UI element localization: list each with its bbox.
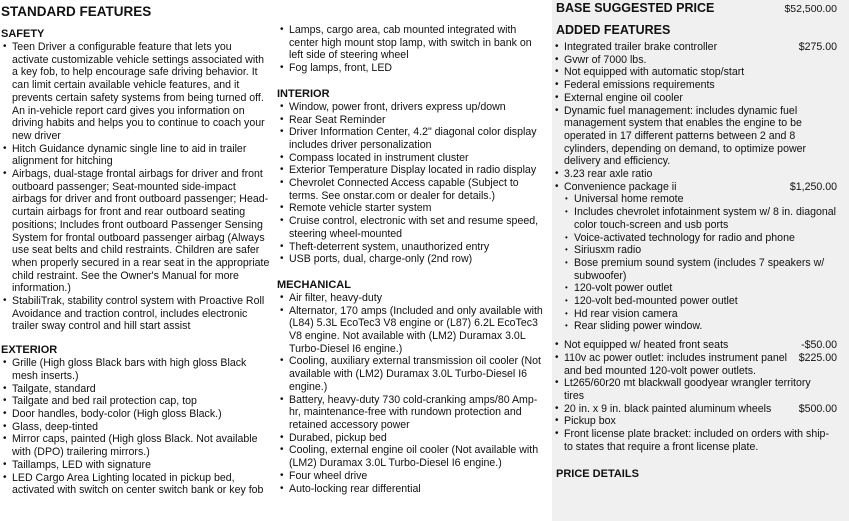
added-feature-item	[552, 79, 837, 92]
added-feature-label: • External engine oil cooler	[564, 91, 683, 104]
feature-item: • Compass located in instrument cluster	[277, 152, 545, 165]
feature-item: • Alternator, 170 amps (Included and only available with (L84) 5.3L EcoTec3 V8 engine or (L87) 6.2L EcoTec3 V8 engine. Not available with (LM2) Duramax 3.0L Turbo-Diesel I6 engine.)	[277, 305, 545, 356]
added-feature-item	[552, 428, 837, 453]
column-pricing	[552, 0, 849, 521]
feature-item: • Glass, deep-tinted	[0, 421, 270, 434]
added-feature-label: • Not equipped w/ heated front seats	[564, 339, 729, 352]
feature-item: • Tailgate and bed rail protection cap, top	[0, 395, 270, 408]
added-feature-item	[552, 339, 837, 352]
added-feature-label: • 20 in. x 9 in. black painted aluminum wheels	[564, 402, 772, 415]
feature-item: • Airbags, dual-stage frontal airbags for driver and front outboard passenger; Seat-mounted side-impact airbags for driver and front outboard passenger; Head-curtain airbags for front and rear outboard seating positions; Includes front outboard Passenger Sensing System for frontal outboard passenger airbag (Always use seat belts and child restraints. Children are safer when properly secured in a rear seat in the appropriate child restraint. See the Owner's Manual for more information.)	[0, 168, 270, 295]
added-feature-label: • 110v ac power outlet: includes instrument panel and bed mounted 120-volt power outlets.	[564, 351, 787, 377]
added-feature-price: $275.00	[798, 41, 837, 53]
added-feature-price	[833, 168, 837, 181]
feature-item: • Mirror caps, painted (High gloss Black. Not available with (DPO) trailering mirrors.)	[0, 433, 270, 458]
feature-item: • Siriusxm radio	[552, 244, 837, 257]
feature-item: • Battery, heavy-duty 730 cold-cranking amps/80 Amp-hr, maintenance-free with rundown protection and retained accessory power	[277, 394, 545, 432]
added-feature-item	[552, 105, 837, 169]
added-feature-item	[552, 41, 837, 54]
added-feature-label: • 3.23 rear axle ratio	[564, 168, 653, 181]
feature-item: • Durabed, pickup bed	[277, 432, 545, 445]
price-details-title: PRICE DETAILS	[556, 467, 639, 480]
added-features-list	[552, 41, 849, 193]
feature-item: • Lamps, cargo area, cab mounted integrated with center high mount stop lamp, with switch in bank on left side of steering wheel	[277, 24, 545, 62]
added-features-title: ADDED FEATURES	[556, 23, 671, 37]
added-feature-item	[552, 352, 837, 377]
standard-features-title: STANDARD FEATURES	[1, 4, 152, 19]
mechanical-list	[277, 292, 545, 495]
added-feature-price	[833, 428, 837, 453]
added-feature-item	[552, 181, 837, 194]
added-feature-label: • Pickup box	[564, 415, 616, 428]
feature-item: • Tailgate, standard	[0, 383, 270, 396]
added-feature-price	[833, 92, 837, 105]
feature-item: • Taillamps, LED with signature	[0, 459, 270, 472]
feature-item: • Cruise control, electronic with set and resume speed, steering wheel-mounted	[277, 215, 545, 240]
feature-item: • Fog lamps, front, LED	[277, 62, 545, 75]
added-feature-label: • Convenience package ii	[564, 180, 677, 193]
feature-item: • 120-volt power outlet	[552, 282, 837, 295]
added-feature-price	[833, 54, 837, 67]
added-feature-price: -$50.00	[801, 339, 837, 352]
feature-item: • Cooling, external engine oil cooler (Not available with (LM2) Duramax 3.0L Turbo-Diesel I6 engine.)	[277, 444, 545, 469]
column-left	[0, 0, 270, 497]
added-feature-item	[552, 415, 837, 428]
added-feature-item	[552, 92, 837, 105]
exterior-list	[0, 357, 270, 497]
added-features-list-2	[552, 339, 849, 453]
added-feature-price: $1,250.00	[789, 180, 837, 193]
feature-item: • Chevrolet Connected Access capable (Subject to terms. See onstar.com or dealer for details.)	[277, 177, 545, 202]
added-feature-label: • Gvwr of 7000 lbs.	[564, 53, 647, 66]
feature-item: • Four wheel drive	[277, 470, 545, 483]
added-feature-item	[552, 168, 837, 181]
feature-item: • 120-volt bed-mounted power outlet	[552, 295, 837, 308]
added-feature-item	[552, 403, 837, 416]
feature-item: • Driver Information Center, 4.2" diagonal color display includes driver personalization	[277, 126, 545, 151]
feature-item: • Hitch Guidance dynamic single line to aid in trailer alignment for hitching	[0, 143, 270, 168]
convenience-package-sub-list	[552, 193, 849, 333]
added-feature-label: • Federal emissions requirements	[564, 79, 715, 92]
base-price-title: BASE SUGGESTED PRICE	[556, 1, 715, 15]
feature-item: • Exterior Temperature Display located in radio display	[277, 164, 545, 177]
added-feature-price	[833, 79, 837, 92]
column-middle	[277, 0, 545, 495]
safety-heading: SAFETY	[1, 28, 45, 40]
feature-item: • Theft-deterrent system, unauthorized entry	[277, 241, 545, 254]
feature-item: • Hd rear vision camera	[552, 308, 837, 321]
mechanical-heading: MECHANICAL	[277, 278, 351, 291]
exterior-heading: EXTERIOR	[1, 344, 58, 357]
safety-list	[0, 41, 270, 333]
exterior-continued-list	[277, 24, 545, 75]
added-feature-label: • Lt265/60r20 mt blackwall goodyear wrangler territory tires	[564, 377, 811, 402]
feature-item: • Door handles, body-color (High gloss Black.)	[0, 408, 270, 421]
feature-item: • Rear sliding power window.	[552, 320, 837, 333]
added-feature-price: $225.00	[798, 351, 837, 364]
added-feature-label: • Integrated trailer brake controller	[564, 41, 718, 53]
added-feature-price	[833, 415, 837, 428]
base-price-value: $52,500.00	[784, 3, 837, 15]
interior-list	[277, 101, 545, 266]
feature-item: • Includes chevrolet infotainment system w/ 8 in. diagonal color touch-screen and usb ports	[552, 206, 837, 231]
feature-item: • Teen Driver a configurable feature that lets you activate customizable vehicle settings associated with a key fob, to help encourage safe driving behavior. It can limit certain available vehicle features, and it prevents certain safety systems from being turned off. An in-vehicle report card gives you information on driving habits and helps you to continue to coach your new driver	[0, 41, 270, 143]
feature-item: • Cooling, auxiliary external transmission oil cooler (Not available with (LM2) Duramax 3.0L Turbo-Diesel I6 engine.)	[277, 355, 545, 393]
added-feature-price	[833, 66, 837, 79]
feature-item: • Window, power front, drivers express up/down	[277, 101, 545, 114]
added-feature-price	[833, 105, 837, 169]
added-feature-label: • Not equipped with automatic stop/start	[564, 66, 745, 79]
added-feature-price: $500.00	[798, 402, 837, 415]
feature-item: • Air filter, heavy-duty	[277, 292, 545, 305]
added-feature-price	[833, 377, 837, 402]
feature-item: • Auto-locking rear differential	[277, 483, 545, 496]
feature-item: • Grille (High gloss Black bars with high gloss Black mesh inserts.)	[0, 357, 270, 382]
added-feature-label: • Front license plate bracket: included on orders with ship-to states that require a front license plate.	[564, 428, 829, 453]
added-feature-item	[552, 377, 837, 402]
base-price-row	[552, 0, 849, 15]
feature-item: • StabiliTrak, stability control system with Proactive Roll Avoidance and traction control, includes electronic trailer sway control and hill start assist	[0, 295, 270, 333]
feature-item: • Remote vehicle starter system	[277, 202, 545, 215]
feature-item: • Bose premium sound system (includes 7 speakers w/ subwoofer)	[552, 257, 837, 282]
feature-item: • Rear Seat Reminder	[277, 114, 545, 127]
added-feature-item	[552, 54, 837, 67]
interior-heading: INTERIOR	[277, 87, 330, 100]
feature-item: • Voice-activated technology for radio and phone	[552, 232, 837, 245]
feature-item: • USB ports, dual, charge-only (2nd row)	[277, 253, 545, 266]
feature-item: • Universal home remote	[552, 193, 837, 206]
added-feature-label: • Dynamic fuel management: includes dynamic fuel management system that enables the engine to be operated in 17 different patterns between 2 and 8 cylinders, depending on demand, to optimize power delivery and efficiency.	[564, 104, 807, 168]
added-feature-item	[552, 66, 837, 79]
feature-item: • LED Cargo Area Lighting located in pickup bed, activated with switch on center switch bank or key fob	[0, 472, 270, 497]
